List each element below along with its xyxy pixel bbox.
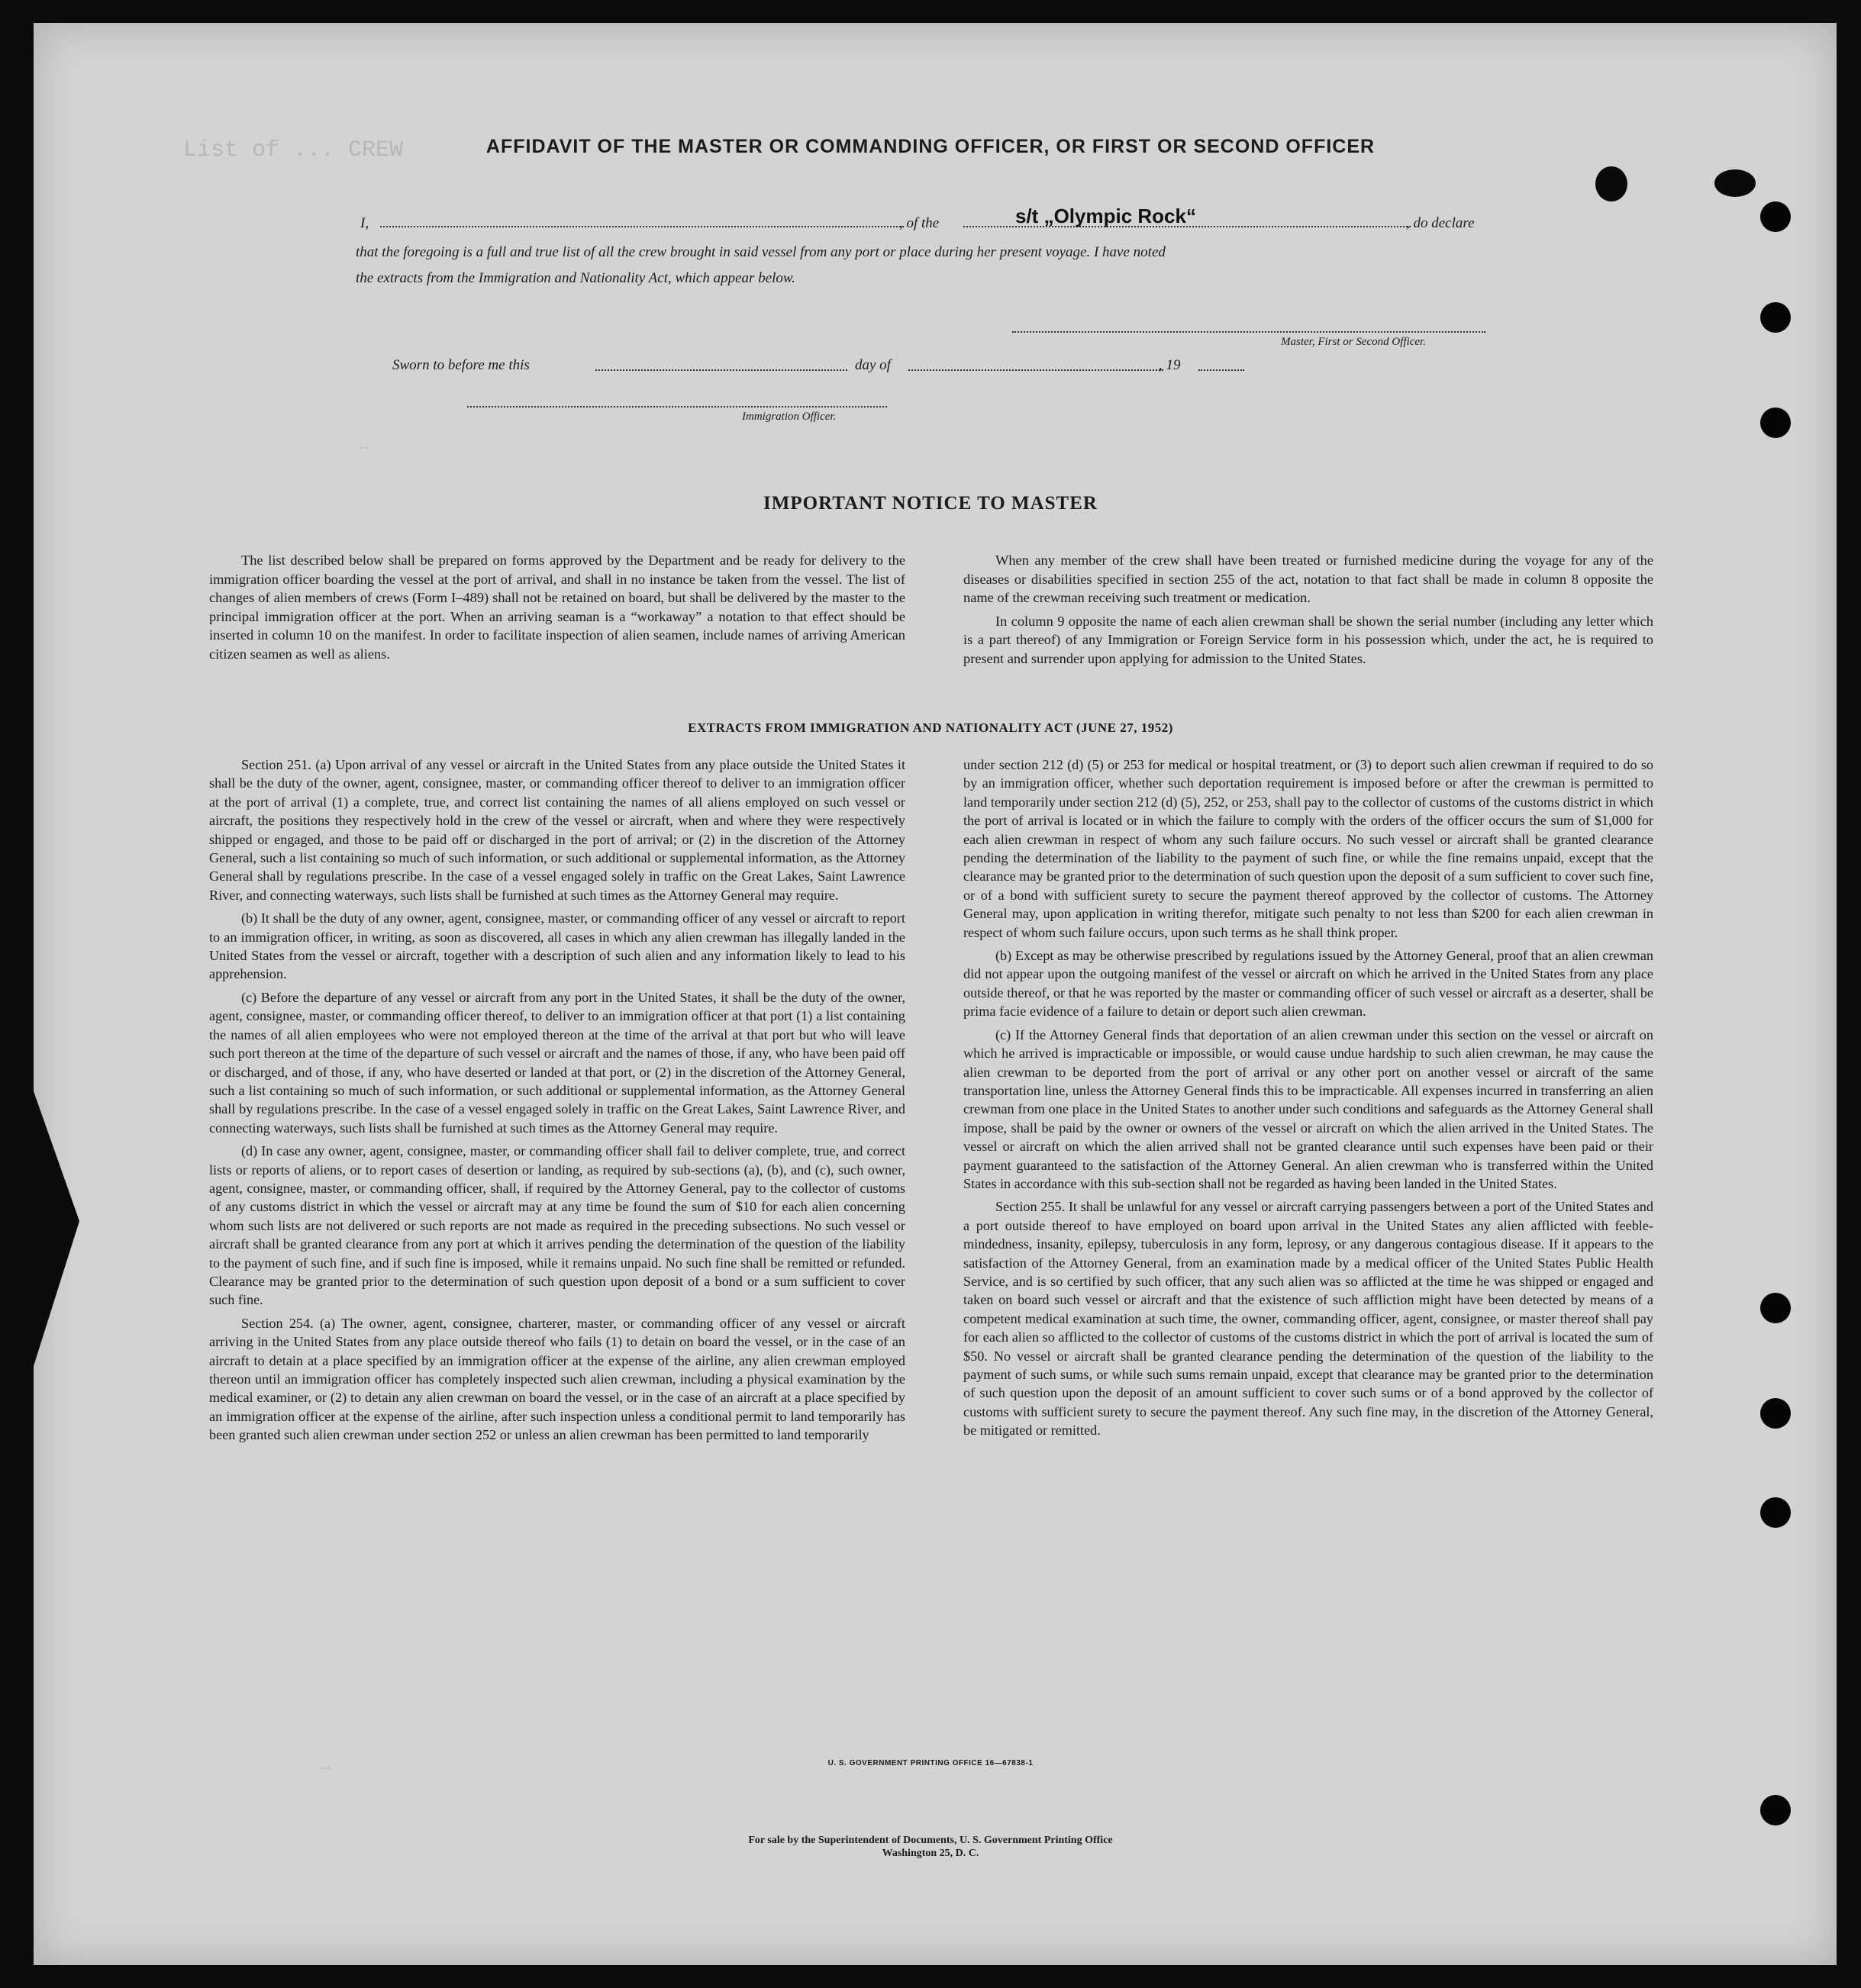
section-254-a: Section 254. (a) The owner, agent, consignee, charterer, master, or commanding officer of any vessel or aircraft arriving in the United States from any place outside thereof who fails (1) to detain on board the vessel, or in the case of an aircraft to detain at a place specified by an immigration officer at the expense of the airline, any alien crewman employed thereon until an immigration officer has completely inspected such alien crewman, including a physical examination by the medical examiner, or (2) to detain any alien crewman on board the vessel, or in the case of an aircraft at a place specified by an immigration officer at the expense of the airline, after such inspection unless a conditional permit to land temporarily has been granted such alien crewman under section 252 or unless an alien crewman has been permitted to land temporarily	[209, 1315, 905, 1443]
declare-label: , do declare	[1406, 215, 1475, 231]
extracts-right-column	[963, 756, 1653, 1440]
notice-right-paragraph-2: In column 9 opposite the name of each alien crewman shall be shown the serial number (including any letter which is a part thereof) of any Immigration or Foreign Service form in his possession which, under the act, he is required to present and surrender upon applying for admission to the United States.	[963, 613, 1653, 666]
immigration-officer-line[interactable]	[467, 406, 887, 408]
sworn-label: Sworn to before me this	[392, 357, 530, 373]
master-signature-line[interactable]	[1012, 331, 1485, 333]
notice-left-paragraph: The list described below shall be prepared on forms approved by the Department and be ready for delivery to the immigration officer boarding the vessel at the port of arrival, and shall in no instance be taken from the vessel. The list of changes of alien members of crews (Form I–489) shall not be retained on board, but shall be delivered by the master to the principal immigration officer at the port. When an arriving seaman is a “workaway” a notation to that effect should be inserted in column 10 on the manifest. In order to facilitate inspection of alien seamen, include names of arriving American citizen seamen as well as aliens.	[209, 553, 905, 662]
ink-blot	[1595, 166, 1627, 201]
notice-left-column	[209, 551, 905, 664]
printing-office-line: U. S. GOVERNMENT PRINTING OFFICE 16—67838-1	[827, 1759, 1034, 1767]
affidavit-title: AFFIDAVIT OF THE MASTER OR COMMANDING OFFICER, OR FIRST OR SECOND OFFICER	[485, 136, 1376, 157]
sale-line-2: Washington 25, D. C.	[882, 1848, 979, 1859]
section-251-c: (c) Before the departure of any vessel or aircraft from any port in the United States, it shall be the duty of the owner, agent, consignee, master, or commanding officer thereof, to deliver to an immigration officer at that port (1) a list containing the names of all alien employees who were not employed thereon at the time of the arrival at that port but who will leave such port thereon at the time of the departure of such vessel or aircraft and the names of those, if any, who have been paid off or discharged, and of those, if any, who have deserted or landed at that port, or (2) in the discretion of the Attorney General, such a list containing so much of such information, or such additional or supplemental information, as the Attorney General shall by regulations prescribe. In the case of a vessel engaged solely in traffic on the Great Lakes, Saint Lawrence River, and connecting waterways, such lists shall be furnished at such times as the Attorney General may require.	[209, 989, 905, 1136]
binder-hole	[1760, 201, 1791, 232]
sworn-month-line[interactable]	[908, 369, 1163, 371]
section-254-a-cont: under section 212 (d) (5) or 253 for medical or hospital treatment, or (3) to deport such alien crewman if required to do so by an immigration officer, whether such deportation requirement is imposed before or after the crewman is permitted to land temporarily under section 212 (d) (5), 252, or 253, shall pay to the collector of customs of the customs district in which the port of arrival is located or in which the failure to comply with the orders of the officer occurs the sum of $1,000 for each alien crewman in respect of whom any such failure occurs. No such vessel or aircraft shall be granted clearance pending the determination of the liability to the payment of such fine, or while the fine remains unpaid, except that the clearance may be granted prior to the determination of such question upon the deposit of a sum sufficient to cover such fine, or of a bond with sufficient surety to secure the payment thereof approved by the collector of customs. The Attorney General may, upon application in writing therefor, mitigate such penalty to not less than $200 for each alien crewman in respect of whom such failure occurs, upon such terms as he shall think proper.	[963, 757, 1653, 940]
of-the-label: , of the	[899, 215, 940, 231]
section-251-b: (b) It shall be the duty of any owner, agent, consignee, master, or commanding officer of any vessel or aircraft to report to an immigration officer, in writing, as soon as discovered, all cases in which any alien crewman has illegally landed in the United States from the vessel or aircraft, together with a description of such alien and any information likely to lead to his apprehension.	[209, 910, 905, 982]
master-caption: Master, First or Second Officer.	[1281, 336, 1426, 348]
binder-hole	[1760, 1795, 1791, 1825]
extracts-left-column	[209, 756, 905, 1445]
section-251-d: (d) In case any owner, agent, consignee, master, or commanding officer shall fail to deliver complete, true, and correct lists or reports of aliens, or to report cases of desertion or landing, as required by sub-sections (a), (b), and (c), such owner, agent, consignee, master, or commanding officer, shall, if required by the Attorney General, pay to the collector of customs of any customs district in which the vessel or aircraft may at any time be found the sum of $10 for each alien concerning whom such lists are not delivered or such reports are not made as required in the preceding subsections. No such vessel or aircraft shall be granted clearance from any port at which it arrives pending the determination of the question of the liability to the payment of such fine, and if such fine is imposed, while it remains unpaid. No such fine shall be remitted or refunded. Clearance may be granted prior to the determination of such question upon deposit of a bond or a sum sufficient to cover such fine.	[209, 1143, 905, 1308]
day-of-label: day of	[855, 357, 891, 373]
bleed-through: List of ... CREW	[183, 137, 404, 163]
notice-title: IMPORTANT NOTICE TO MASTER	[763, 493, 1098, 514]
binder-hole	[1760, 408, 1791, 438]
binder-hole	[1760, 302, 1791, 333]
notice-right-column	[963, 551, 1653, 669]
year-label: , 19	[1159, 357, 1181, 373]
binder-hole	[1760, 1497, 1791, 1528]
section-254-c: (c) If the Attorney General finds that deportation of an alien crewman under this section on the vessel or aircraft on which he arrived is impracticable or impossible, or would cause undue hardship to such alien crewman, he may cause the alien crewman to be deported from the port of arrival or any other port on another vessel or aircraft of the same transportation line, unless the Attorney General finds this to be impracticable. All expenses incurred in transferring an alien crewman from one place in the United States to another under such conditions and safeguards as the Attorney General shall impose, shall be paid by the owner or owners of the vessel or aircraft on which the alien arrived in the United States. The vessel or aircraft on which the alien arrived shall not be granted clearance until such expenses have been paid or their payment guaranteed to the satisfaction of the Attorney General. An alien crewman who is transferred within the United States in accordance with this sub-section shall not be regarded as having been landed in the United States.	[963, 1026, 1653, 1191]
sale-notice	[0, 1834, 1861, 1860]
sworn-year-line[interactable]	[1198, 369, 1244, 371]
section-254-b: (b) Except as may be otherwise prescribed by regulations issued by the Attorney General, proof that an alien crewman did not appear upon the outgoing manifest of the vessel or aircraft on which he arrived in the United States from any place outside thereof, or that he was reported by the master or commanding officer of such vessel or aircraft as a deserter, shall be prima facie evidence of a failure to detain or deport such alien crewman.	[963, 948, 1653, 1020]
binder-hole	[1760, 1293, 1791, 1323]
notice-right-paragraph-1: When any member of the crew shall have been treated or furnished medicine during the voyage for any of the diseases or disabilities specified in section 255 of the act, notation to that fact shall be made in column 8 opposite the name of the crewman receiving such treatment or medication.	[963, 553, 1653, 606]
ink-blot	[1714, 169, 1756, 197]
extracts-title: EXTRACTS FROM IMMIGRATION AND NATIONALITY ACT (JUNE 27, 1952)	[688, 720, 1173, 735]
torn-page-edge	[34, 1091, 79, 1366]
section-251-a: Section 251. (a) Upon arrival of any vessel or aircraft in the United States from any place outside the United States it shall be the duty of the owner, agent, consignee, master, or commanding officer thereof to deliver to an immigration officer at the port of arrival (1) a complete, true, and correct list containing the names of all aliens employed on such vessel or aircraft, the positions they respectively hold in the crew of the vessel or aircraft, when and where they were respectively shipped or engaged, and those to be paid off or discharged in the port of arrival; or (2) in the discretion of the Attorney General, such a list containing so much of such information, or such additional or supplemental information, as the Attorney General shall by regulations prescribe. In the case of a vessel engaged solely in traffic on the Great Lakes, Saint Lawrence River, and connecting waterways, such lists shall be furnished at such times as the Attorney General may require.	[209, 757, 905, 903]
section-255: Section 255. It shall be unlawful for any vessel or aircraft carrying passengers between a port of the United States and a port outside thereof to have employed on board upon arrival in the United States any alien afflicted with feeble-mindedness, insanity, epilepsy, tuberculosis in any form, leprosy, or any dangerous contagious disease. If it appears to the satisfaction of the Attorney General, from an examination made by a medical officer of the United States Public Health Service, and is so certified by such officer, that any such alien was so afflicted at the time he was shipped or engaged and taken on board such vessel or aircraft and that the existence of such affliction might have been detected by means of a competent medical examination at such time, the owner, commanding officer, agent, consignee, or master thereof shall pay for each alien so afflicted to the collector of customs of the customs district in which the port of arrival is located the sum of $50. No vessel or aircraft shall be granted clearance pending the determination of the question of the liability to the payment of such sums, or while such sums remain unpaid, except that clearance may be granted prior to the determination of such question upon the deposit of an amount sufficient to cover such sums or of a bond approved by the collector of customs with sufficient surety to secure the payment thereof. Any such fine may, in the discretion of the Attorney General, be mitigated or remitted.	[963, 1199, 1653, 1439]
declaration-line-1: that the foregoing is a full and true list of all the crew brought in said vessel from any port or place during her present voyage. I have noted	[356, 244, 1166, 260]
bleed-through: …	[359, 435, 369, 454]
immigration-officer-caption: Immigration Officer.	[742, 411, 837, 423]
declaration-line-2: the extracts from the Immigration and Nationality Act, which appear below.	[356, 270, 795, 286]
binder-hole	[1760, 1398, 1791, 1429]
vessel-name: s/t „Olympic Rock“	[1015, 205, 1196, 227]
bleed-through: …	[321, 1755, 331, 1774]
sale-line-1: For sale by the Superintendent of Documents, U. S. Government Printing Office	[748, 1835, 1113, 1846]
i-label: I,	[360, 215, 369, 231]
sworn-day-line[interactable]	[595, 369, 847, 371]
name-line[interactable]	[380, 226, 904, 227]
